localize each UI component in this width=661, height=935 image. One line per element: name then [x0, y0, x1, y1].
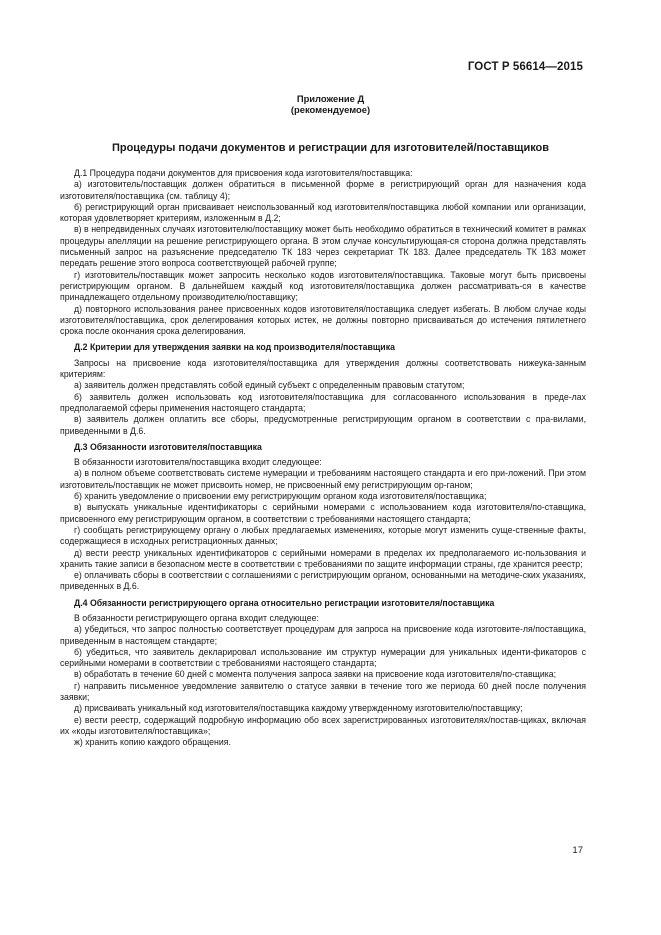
paragraph-d3-intro: В обязанности изготовителя/поставщика входит следующее:: [74, 457, 322, 468]
paragraph-d3-b: б) хранить уведомление о присвоении ему регистрирующим органом кода изготовителя/поставщика;: [74, 491, 487, 502]
section-heading-d2: Д.2 Критерии для утверждения заявки на код производителя/поставщика: [74, 342, 395, 353]
paragraph-d3-a: а) в полном объеме соответствовать системе нумерации и требованиям настоящего стандарта и его при-ложений. При этом изготовитель/поставщик не может присвоить номер, не присвоенный ему регистрирующим ор-ганом;: [60, 468, 586, 490]
annex-subtitle: (рекомендуемое): [290, 104, 371, 115]
paragraph-d1-a: а) изготовитель/поставщик должен обратиться в письменной форме в регистрирующий орган для назначения кода изготовителя/поставщика (см. таблицу 4);: [60, 179, 586, 201]
paragraph-d3-v: в) выпускать уникальные идентификаторы с серийными номерами с использованием кода изготовителя/по-ставщика, присвоенного ему регистрирующим органом, в соответствии с требованиями настоящего стандарта;: [60, 502, 586, 524]
paragraph-d3-g: г) сообщать регистрирующему органу о любых предлагаемых изменениях, которые могут изменить суще-ственные факты, содержащиеся в исходных регистрационных данных;: [60, 524, 586, 547]
paragraph-d4-g: г) направить письменное уведомление заявителю о статусе заявки в течение того же периода 60 дней после получения заявки;: [60, 680, 586, 703]
paragraph-d4-intro: В обязанности регистрирующего органа входит следующее:: [74, 612, 319, 623]
document-code: ГОСТ Р 56614—2015: [467, 61, 583, 73]
paragraph-d1-g: г) изготовитель/поставщик может запросить несколько кодов изготовителя/поставщика. Таковые могут быть присвоены регистрирующим органом. В дальнейшем каждый код изготовителя/поставщика должен рассматривать-ся в качестве принадлежащего отдельному производителю/поставщику;: [60, 269, 586, 303]
paragraph-d2-b: б) заявитель должен использовать код изготовителя/поставщика для согласованного использования в преде-лах предполагаемой сферы применения настоящего стандарта;: [60, 391, 586, 413]
document-body: [60, 168, 586, 749]
paragraph-d4-a: а) убедиться, что запрос полностью соответствует процедурам для запроса на присвоение кода изготовите-ля/поставщика, приведенным в настоящем стандарте;: [60, 624, 586, 646]
section-heading-d4: Д.4 Обязанности регистрирующего органа относительно регистрации изготовителя/поставщика: [74, 597, 495, 608]
paragraph-d4-d: д) присваивать уникальный код изготовителя/поставщика каждому утвержденному изготовителю/поставщику;: [74, 703, 523, 714]
paragraph-d1-v: в) в непредвиденных случаях изготовителю/поставщику может быть необходимо обратиться в технический комитет в рамках процедуры апелляции на решение регистрирующего органа. В этом случае консультирующая-ся сторона должна представлять письменный запрос на разъяснение председателю ТК 183 через секретариат ТК 183. Далее председатель ТК 183 может передать решение этого вопроса соответствующей рабочей группе;: [60, 224, 586, 269]
section-heading-d3: Д.3 Обязанности изготовителя/поставщика: [74, 441, 262, 452]
paragraph-d1-intro: Д.1 Процедура подачи документов для присвоения кода изготовителя/поставщика:: [74, 168, 413, 178]
paragraph-d1-d: д) повторного использования ранее присвоенных кодов изготовителя/поставщика следует избегать. В любом случае коды изготовителя/поставщика, срок делегирования которых истек, не должны повторно присваиваться до истечения пятилетнего срока после окончания срока делегирования.: [60, 303, 586, 337]
paragraph-d2-a: а) заявитель должен представлять собой единый субъект с определенным правовым статутом;: [74, 380, 465, 391]
annex-heading: Процедуры подачи документов и регистрации для изготовителей/поставщиков: [111, 142, 550, 154]
paragraph-d3-e: е) оплачивать сборы в соответствии с соглашениями с регистрирующим органом, основанными на методиче-ских указаниях, приведенных в Д.6.: [60, 570, 586, 592]
paragraph-d2-v: в) заявитель должен оплатить все сборы, предусмотренные регистрирующим органом в соответствии с пра-вилами, приведенными в Д.6.: [60, 414, 586, 436]
paragraph-d2-intro: Запросы на присвоение кода изготовителя/поставщика для утверждения должны соответствовать нижеука-занным критериям:: [60, 357, 586, 380]
paragraph-d3-d: д) вести реестр уникальных идентификаторов с серийными номерами в пределах их предполагаемого ис-пользования и хранить такие записи в безопасном месте в соответствии с требованиями по защите информации страны, где хранится реестр;: [60, 547, 586, 569]
paragraph-d4-b: б) убедиться, что заявитель декларировал использование им структур нумерации для уникальных иденти-фикаторов с серийными номерами в соответствии с требованиями настоящего стандарта;: [60, 646, 586, 669]
paragraph-d4-zh: ж) хранить копию каждого обращения.: [74, 737, 231, 748]
paragraph-d1-b: б) регистрирующий орган присваивает неиспользованный код изготовителя/поставщика любой компании или организации, которая удовлетворяет критериям, изложенным в Д.2;: [60, 201, 586, 224]
paragraph-d4-e: е) вести реестр, содержащий подробную информацию обо всех зарегистрированных изготовителях/постав-щиках, включая их «коды изготовителя/поставщика»;: [60, 714, 586, 736]
page-number: 17: [572, 845, 583, 856]
annex-title: Приложение Д: [296, 93, 365, 104]
paragraph-d4-v: в) обработать в течение 60 дней с момента получения запроса заявки на присвоение кода изготовителя/по-ставщика;: [74, 669, 557, 680]
